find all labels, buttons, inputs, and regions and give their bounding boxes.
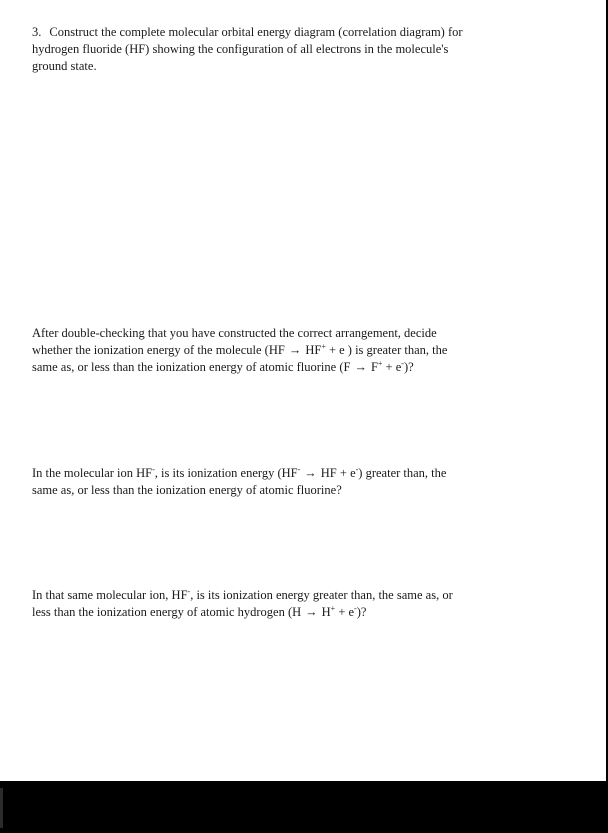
charge-plus: + [321,341,326,351]
charge-minus: - [401,358,404,368]
question-number: 3. [32,25,42,39]
arrow-icon: → [305,605,318,619]
part-a-line-3: same as, or less than the ionization energy of atomic fluorine (F → F+ + e-)? [32,358,414,374]
part-c-line-2: less than the ionization energy of atomic hydrogen (H → H+ + e-)? [32,603,367,619]
arrow-icon: → [304,466,317,480]
intro-line-3: ground state. [32,59,97,73]
part-a-line-1: After double-checking that you have constructed the correct arrangement, decide [32,326,437,340]
charge-minus: - [187,586,191,596]
question-intro [32,24,556,75]
scan-bottom-border [0,781,608,833]
question-part-anion-vs-fluorine [32,465,556,499]
charge-minus: - [297,464,301,474]
charge-minus: - [355,464,359,474]
part-c-line-1: In that same molecular ion, HF-, is its ionization energy greater than, the same as, or [32,586,453,602]
part-a-line-2: whether the ionization energy of the molecule (HF → HF+ + e ) is greater than, the [32,341,448,357]
charge-minus: - [152,464,155,474]
scan-edge-mark [0,788,3,828]
charge-minus: - [354,603,357,613]
intro-line-1: 3. Construct the complete molecular orbital energy diagram (correlation diagram) for [32,25,463,39]
intro-line-2: hydrogen fluoride (HF) showing the configuration of all electrons in the molecule's [32,42,449,56]
question-part-anion-vs-hydrogen [32,587,556,621]
arrow-icon: → [288,343,302,357]
arrow-icon: → [354,360,367,374]
charge-plus: + [377,358,383,368]
part-b-line-1: In the molecular ion HF-, is its ionization energy (HF- → HF + e-) greater than, the [32,464,447,480]
part-b-line-2: same as, or less than the ionization energy of atomic fluorine? [32,483,342,497]
question-part-molecule-ionization [32,325,556,376]
charge-plus: + [330,603,336,613]
